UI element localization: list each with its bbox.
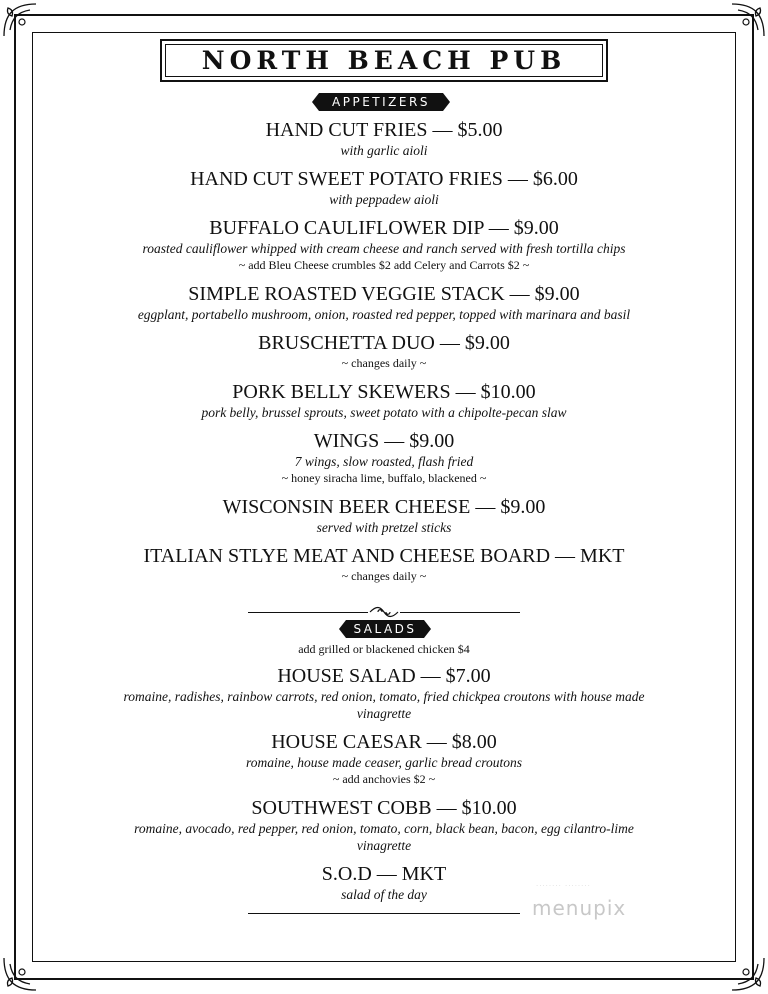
item-note: ~ add Bleu Cheese crumbles $2 add Celery and Carrots $2 ~ xyxy=(238,258,530,272)
item-desc: with garlic aioli xyxy=(340,143,428,158)
item-name: PORK BELLY SKEWERS — $10.00 xyxy=(232,381,536,403)
salads-intro-text: add grilled or blackened chicken $4 xyxy=(298,642,470,656)
section-divider xyxy=(248,605,520,619)
corner-flourish-icon xyxy=(0,954,40,994)
menu-item xyxy=(40,730,728,788)
menu-item xyxy=(40,544,728,585)
menu-item xyxy=(40,282,728,323)
appetizers-heading: APPETIZERS xyxy=(319,93,443,111)
item-desc: romaine, avocado, red pepper, red onion, tomato, corn, black bean, bacon, egg cilantro-lime vinagrette xyxy=(134,821,634,853)
item-name: ITALIAN STLYE MEAT AND CHEESE BOARD — MKT xyxy=(143,545,625,567)
item-name: BRUSCHETTA DUO — $9.00 xyxy=(258,332,510,354)
item-desc: pork belly, brussel sprouts, sweet potato with a chipolte-pecan slaw xyxy=(201,405,567,420)
salads-section xyxy=(40,641,728,903)
corner-flourish-icon xyxy=(0,0,40,40)
section-divider xyxy=(248,906,520,920)
item-note: ~ honey siracha lime, buffalo, blackened ~ xyxy=(281,471,487,485)
item-note: ~ changes daily ~ xyxy=(341,356,427,370)
corner-flourish-icon xyxy=(728,0,768,40)
item-note: ~ changes daily ~ xyxy=(341,569,427,583)
menu-item xyxy=(40,380,728,421)
menu-item xyxy=(40,216,728,274)
menu-item xyxy=(40,429,728,487)
item-desc: served with pretzel sticks xyxy=(316,520,452,535)
item-name: S.O.D — MKT xyxy=(321,863,447,885)
item-name: WISCONSIN BEER CHEESE — $9.00 xyxy=(222,496,546,518)
item-name: HOUSE SALAD — $7.00 xyxy=(277,665,491,687)
appetizers-section xyxy=(40,118,728,585)
item-name: SIMPLE ROASTED VEGGIE STACK — $9.00 xyxy=(188,283,580,305)
watermark-sub: ········ ········ xyxy=(536,882,591,890)
item-name: WINGS — $9.00 xyxy=(313,430,455,452)
item-desc: roasted cauliflower whipped with cream cheese and ranch served with fresh tortilla chips xyxy=(142,241,626,256)
page-title: NORTH BEACH PUB xyxy=(201,46,567,75)
salads-heading: SALADS xyxy=(346,620,424,638)
watermark-logo: menupix xyxy=(532,896,627,920)
salads-intro xyxy=(40,641,728,658)
item-note: ~ add anchovies $2 ~ xyxy=(332,772,436,786)
item-name: HAND CUT SWEET POTATO FRIES — $6.00 xyxy=(190,168,578,190)
menu-item xyxy=(40,331,728,372)
menu-item xyxy=(40,796,728,854)
item-desc: 7 wings, slow roasted, flash fried xyxy=(294,454,474,469)
scroll-ornament-icon xyxy=(368,605,400,619)
corner-flourish-icon xyxy=(728,954,768,994)
item-name: SOUTHWEST COBB — $10.00 xyxy=(251,797,517,819)
item-desc: with peppadew aioli xyxy=(329,192,439,207)
item-desc: romaine, radishes, rainbow carrots, red onion, tomato, fried chickpea croutons with house made vinagrette xyxy=(123,689,645,721)
item-name: HOUSE CAESAR — $8.00 xyxy=(271,731,497,753)
menu-item xyxy=(40,118,728,159)
item-name: HAND CUT FRIES — $5.00 xyxy=(265,119,503,141)
item-desc: salad of the day xyxy=(341,887,427,902)
item-desc: romaine, house made ceaser, garlic bread croutons xyxy=(246,755,522,770)
item-desc: eggplant, portabello mushroom, onion, roasted red pepper, topped with marinara and basil xyxy=(137,307,631,322)
menu-item xyxy=(40,664,728,722)
item-name: BUFFALO CAULIFLOWER DIP — $9.00 xyxy=(209,217,559,239)
title-box xyxy=(160,39,608,82)
menu-item xyxy=(40,167,728,208)
menu-item xyxy=(40,495,728,536)
